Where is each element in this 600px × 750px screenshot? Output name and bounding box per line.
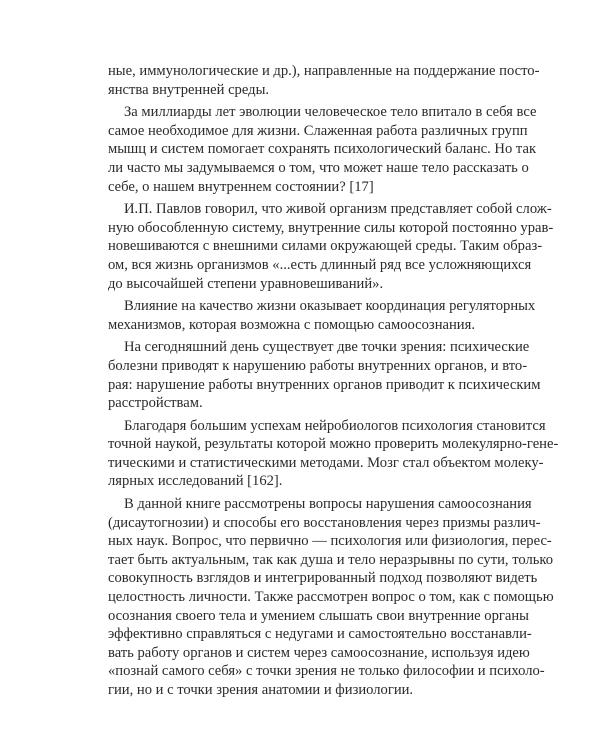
text-line: до высочайшей степени уравновешиваний».: [108, 275, 384, 292]
text-line: самое необходимое для жизни. Слаженная работа различных групп: [108, 122, 528, 139]
paragraph: [108, 417, 559, 491]
text-line: гии, но и с точки зрения анатомии и физиологии.: [108, 682, 414, 698]
paragraph: [108, 495, 554, 700]
text-line: осознания своего тела и умением слышать свои внутренние органы: [108, 607, 529, 624]
text-line: В данной книге рассмотрены вопросы нарушения самоосознания: [124, 496, 532, 513]
text-line: мышц и систем помогает сохранять психологический баланс. Но так: [108, 141, 537, 158]
text-line: эффективно справляться с недугами и самостоятельно восстанавли-: [108, 626, 532, 643]
text-line: точной наукой, результаты которой можно проверить молекулярно-гене-: [108, 436, 559, 453]
text-line: На сегодняшний день существует две точки зрения: психические: [124, 339, 530, 356]
paragraph: [108, 103, 537, 196]
text-line: «познай самого себя» с точки зрения не только философии и психоло-: [108, 663, 545, 680]
paragraph: [108, 62, 540, 99]
text-line: тает быть актуальным, так как душа и тело неразрывны по сути, только: [108, 551, 554, 568]
text-line: совокупность взглядов и интегрированный подход позволяют видеть: [108, 570, 538, 587]
text-line: Влияние на качество жизни оказывает координация регуляторных: [124, 298, 536, 315]
text-line: рая: нарушение работы внутренних органов приводит к психическим: [108, 376, 541, 393]
paragraph: [108, 338, 541, 412]
text-line: целостность личности. Также рассмотрен вопрос о том, как с помощью: [108, 589, 554, 606]
text-line: ом, вся жизнь организмов «...есть длинный ряд все усложняющихся: [108, 256, 532, 273]
text-line: новешиваются с внешними силами окружающей среды. Таким образ-: [108, 238, 543, 255]
text-line: ную обособленную систему, внутренние силы которой постоянно урав-: [108, 219, 554, 236]
text-line: расстройствам.: [108, 395, 203, 412]
text-line: вать работу органов и систем через самоосознание, используя идею: [108, 644, 530, 661]
text-line: механизмов, которая возможна с помощью самоосознания.: [108, 316, 475, 333]
body-text: [108, 62, 559, 700]
text-line: лярных исследований [162].: [108, 473, 283, 490]
text-line: ных наук. Вопрос, что первично — психология или физиология, перес-: [108, 533, 552, 550]
text-line: тическими и статистическими методами. Мозг стал объектом молеку-: [108, 454, 544, 471]
text-line: За миллиарды лет эволюции человеческое тело впитало в себя все: [124, 104, 537, 121]
paragraph: [108, 200, 554, 293]
text-line: Благодаря большим успехам нейробиологов психология становится: [124, 417, 546, 434]
text-line: янства внутренней среды.: [108, 81, 270, 98]
paragraph: [108, 297, 536, 334]
text-line: И.П. Павлов говорил, что живой организм представляет собой слож-: [124, 201, 552, 218]
text-line: себе, о нашем внутреннем состоянии? [17]: [108, 178, 374, 195]
text-line: ли часто мы задумываемся о том, что может наше тело рассказать о: [108, 159, 529, 176]
text-line: (дисаутогнозии) и способы его восстановления через призмы различ-: [108, 514, 541, 531]
text-line: болезни приводят к нарушению работы внутренних органов, и вто-: [108, 357, 528, 374]
text-line: ные, иммунологические и др.), направленные на поддержание посто-: [108, 63, 540, 79]
